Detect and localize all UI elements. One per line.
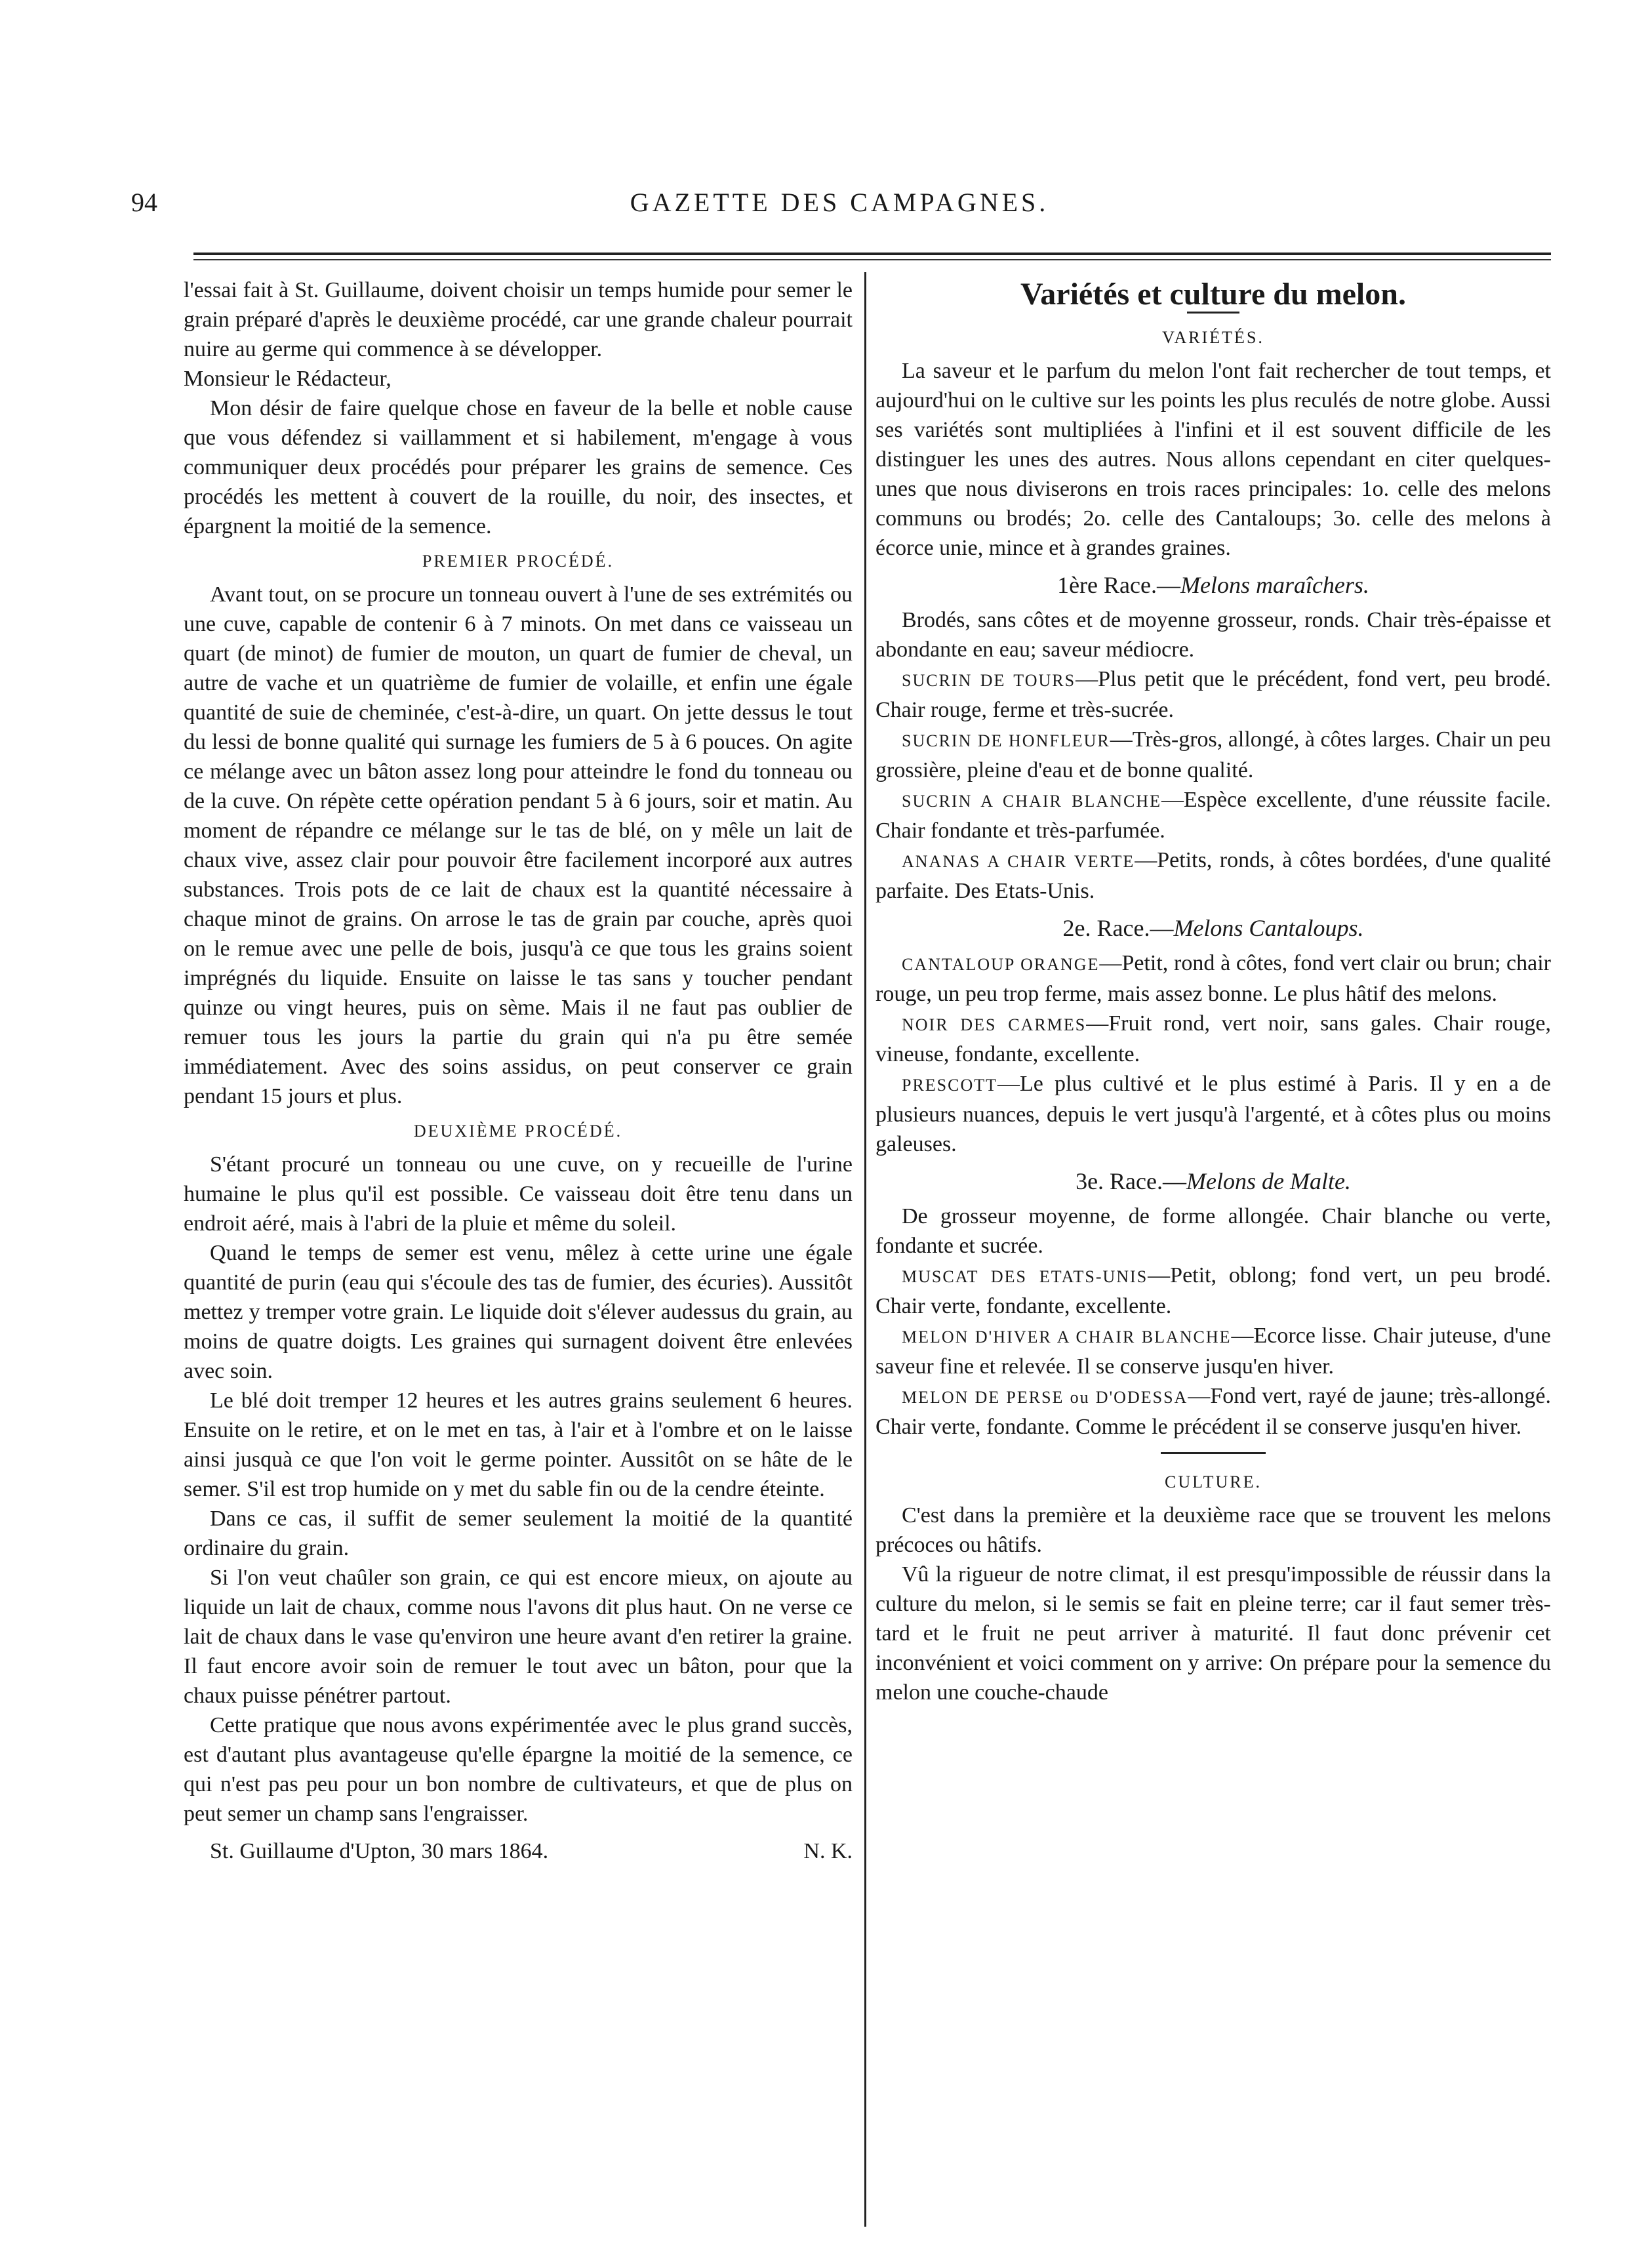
variety-entry: SUCRIN DE HONFLEUR—Très-gros, allongé, à côtes larges. Chair un peu grossière, pleine d'eau et de bonne qualité. bbox=[875, 727, 1552, 782]
paragraph: Vû la rigueur de notre climat, il est presqu'impossible de réussir dans la culture du melon, si le semis se fait en pleine terre; car il faut semer très-tard et le fruit ne peut arriver à maturité. Il faut donc prévenir cet inconvénient et voici comment on y arrive: On prépare pour la semence du melon une couche-chaude bbox=[875, 1562, 1551, 1705]
variety-entry: MELON DE PERSE ou D'ODESSA—Fond vert, rayé de jaune; très-allongé. Chair verte, fondante. Comme le précédent il se conserve jusqu'en hiver. bbox=[875, 1384, 1551, 1439]
race-heading: 1ère Race.—Melons maraîchers. bbox=[1057, 572, 1369, 598]
section-heading: DEUXIÈME PROCÉDÉ. bbox=[413, 1122, 623, 1141]
variety-entry: NOIR DES CARMES—Fruit rond, vert noir, sans gales. Chair rouge, vineuse, fondante, excellente. bbox=[875, 1011, 1552, 1066]
salutation: Monsieur le Rédacteur, bbox=[184, 367, 392, 391]
signature bbox=[184, 1836, 853, 1866]
header-rule bbox=[193, 253, 1551, 255]
race-heading: 2e. Race.—Melons Cantaloups. bbox=[1062, 915, 1364, 941]
paragraph: Si l'on veut chaûler son grain, ce qui est encore mieux, on ajoute au liquide un lait de chaux, comme nous l'avons dit plus haut. On ne verse ce lait de chaux dans le vase qu'environ une heure avant d'en retirer la graine. Il faut encore avoir soin de remuer le tout avec un bâton, pour que la chaux puisse pénétrer partout. bbox=[184, 1566, 853, 1708]
variety-entry: MELON D'HIVER A CHAIR BLANCHE—Ecorce lisse. Chair juteuse, d'une saveur fine et relevée. Il se conserve jusqu'en hiver. bbox=[875, 1324, 1551, 1379]
variety-entry: SUCRIN DE TOURS—Plus petit que le précédent, fond vert, peu brodé. Chair rouge, ferme et très-sucrée. bbox=[875, 667, 1551, 722]
paragraph: S'étant procuré un tonneau ou une cuve, on y recueille de l'urine humaine le plus qu'il est possible. Ce vaisseau doit être tenu dans un endroit aéré, mais à l'abri de la pluie et même du soleil. bbox=[184, 1152, 853, 1236]
paragraph: Cette pratique que nous avons expérimentée avec le plus grand succès, est d'autant plus avantageuse qu'elle épargne la moitié de la semence, ce qui n'est pas peu pour un bon nombre de cultivateurs, et que de plus on peut semer un champ sans l'engraisser. bbox=[184, 1713, 853, 1826]
title-rule bbox=[1187, 312, 1239, 314]
paragraph: Quand le temps de semer est venu, mêlez à cette urine une égale quantité de purin (eau qui s'écoule des tas de fumier, des écuries). Aussitôt mettez y tremper votre grain. Le liquide doit s'élever audessus du grain, au moins de quatre doigts. Les graines qui surnagent doivent être enlevées avec soin. bbox=[184, 1241, 853, 1383]
paragraph: Avant tout, on se procure un tonneau ouvert à l'une de ses extrémités ou une cuve, capable de contenir 6 à 7 minots. On met dans ce vaisseau un quart (de minot) de fumier de mouton, un quart de fumier de cheval, un autre de vache et un quatrième de fumier de volaille, et enfin une égale quantité de suie de cheminée, c'est-à-dire, un quart. On jette dessus le tout du lessi de bonne qualité qui surnage les fumiers de 5 à 6 pouces. On agite ce mélange avec un bâton assez long pour atteindre le fond du tonneau ou de la cuve. On répète cette opération pendant 5 à 6 jours, soir et matin. Au moment de répandre ce mélange sur le tas de blé, on y mêle un lait de chaux vive, assez clair pour pouvoir être facilement incorporé aux autres substances. Trois pots de ce lait de chaux est la quantité nécessaire à chaque minot de grains. On arrose le tas de grain par couche, après quoi on le remue avec une pelle de bois, jusqu'à ce que tous les grains soient imprégnés du liquide. Ensuite on laisse le tas sans y toucher pendant quinze ou vingt heures, puis on sème. Mais il ne faut pas oublier de remuer tous les jours la partie du grain qui n'a pu être semée immédiatement. Avec des soins assidus, on peut conserver ce grain pendant 15 jours et plus. bbox=[184, 582, 853, 1108]
variety-entry: MUSCAT DES ETATS-UNIS—Petit, oblong; fond vert, un peu brodé. Chair verte, fondante, excellente. bbox=[875, 1263, 1551, 1318]
paragraph: l'essai fait à St. Guillaume, doivent choisir un temps humide pour semer le grain préparé d'après le deuxième procédé, car une grande chaleur pourrait nuire au germe qui commence à se développer. bbox=[184, 278, 853, 361]
signature-initials: N. K. bbox=[803, 1839, 853, 1863]
paragraph: Mon désir de faire quelque chose en faveur de la belle et noble cause que vous défendez si vaillamment et si habilement, m'engage à vous communiquer deux procédés pour préparer les grains de semence. Ces procédés les mettent à couvert de la rouille, du noir, des insectes, et épargnent la moitié de la semence. bbox=[184, 396, 853, 538]
header-rule-thin bbox=[193, 259, 1551, 260]
article-title: Variétés et culture du melon. bbox=[1020, 277, 1406, 312]
page-header bbox=[131, 187, 1548, 233]
paragraph: Le blé doit tremper 12 heures et les autres grains seulement 6 heures. Ensuite on le retire, et on le met en tas, à l'air et à l'ombre et on le laisse ainsi jusquà ce que l'on voit le germe pointer. Aussitôt on se hâte de le semer. S'il est trop humide on y met du sable fin ou de la cendre éteinte. bbox=[184, 1388, 853, 1501]
section-heading: PREMIER PROCÉDÉ. bbox=[422, 552, 614, 571]
signature-place: St. Guillaume d'Upton, 30 mars 1864. bbox=[210, 1839, 549, 1863]
section-rule bbox=[1161, 1452, 1266, 1454]
page-number: 94 bbox=[131, 188, 157, 217]
section-heading: CULTURE. bbox=[1165, 1472, 1262, 1491]
variety-entry: PRESCOTT—Le plus cultivé et le plus estimé à Paris. Il y en a de plusieurs nuances, depuis le vert jusqu'à l'argenté, et à côtes plus ou moins galeuses. bbox=[875, 1072, 1551, 1156]
running-title: GAZETTE DES CAMPAGNES. bbox=[630, 188, 1049, 217]
column-divider bbox=[864, 272, 866, 2227]
paragraph: Dans ce cas, il suffit de semer seulement la moitié de la quantité ordinaire du grain. bbox=[184, 1507, 853, 1560]
section-heading: VARIÉTÉS. bbox=[1162, 328, 1264, 347]
paragraph: La saveur et le parfum du melon l'ont fait rechercher de tout temps, et aujourd'hui on le cultive sur les points les plus reculés de notre globe. Aussi ses variétés sont multipliées à l'infini et il est souvent difficile de les distinguer les unes des autres. Nous allons cependant en citer quelques-unes que nous diviserons en trois races principales: 1o. celle des melons communs ou brodés; 2o. celle des Cantaloups; 3o. celle des melons à écorce unie, mince et à grandes graines. bbox=[875, 359, 1551, 560]
paragraph: Brodés, sans côtes et de moyenne grosseur, ronds. Chair très-épaisse et abondante en eau; saveur médiocre. bbox=[875, 608, 1551, 662]
paragraph: C'est dans la première et la deuxième race que se trouvent les melons précoces ou hâtifs. bbox=[875, 1503, 1551, 1557]
variety-entry: ANANAS A CHAIR VERTE—Petits, ronds, à côtes bordées, d'une qualité parfaite. Des Etats-Unis. bbox=[875, 848, 1551, 903]
variety-entry: CANTALOUP ORANGE—Petit, rond à côtes, fond vert clair ou brun; chair rouge, un peu trop ferme, mais assez bonne. Le plus hâtif des melons. bbox=[875, 951, 1551, 1006]
right-column bbox=[875, 275, 1551, 1707]
race-heading: 3e. Race.—Melons de Malte. bbox=[1076, 1168, 1351, 1194]
left-column bbox=[184, 275, 853, 1866]
variety-entry: SUCRIN A CHAIR BLANCHE—Espèce excellente, d'une réussite facile. Chair fondante et très-parfumée. bbox=[875, 788, 1551, 843]
paragraph: De grosseur moyenne, de forme allongée. Chair blanche ou verte, fondante et sucrée. bbox=[875, 1204, 1551, 1258]
